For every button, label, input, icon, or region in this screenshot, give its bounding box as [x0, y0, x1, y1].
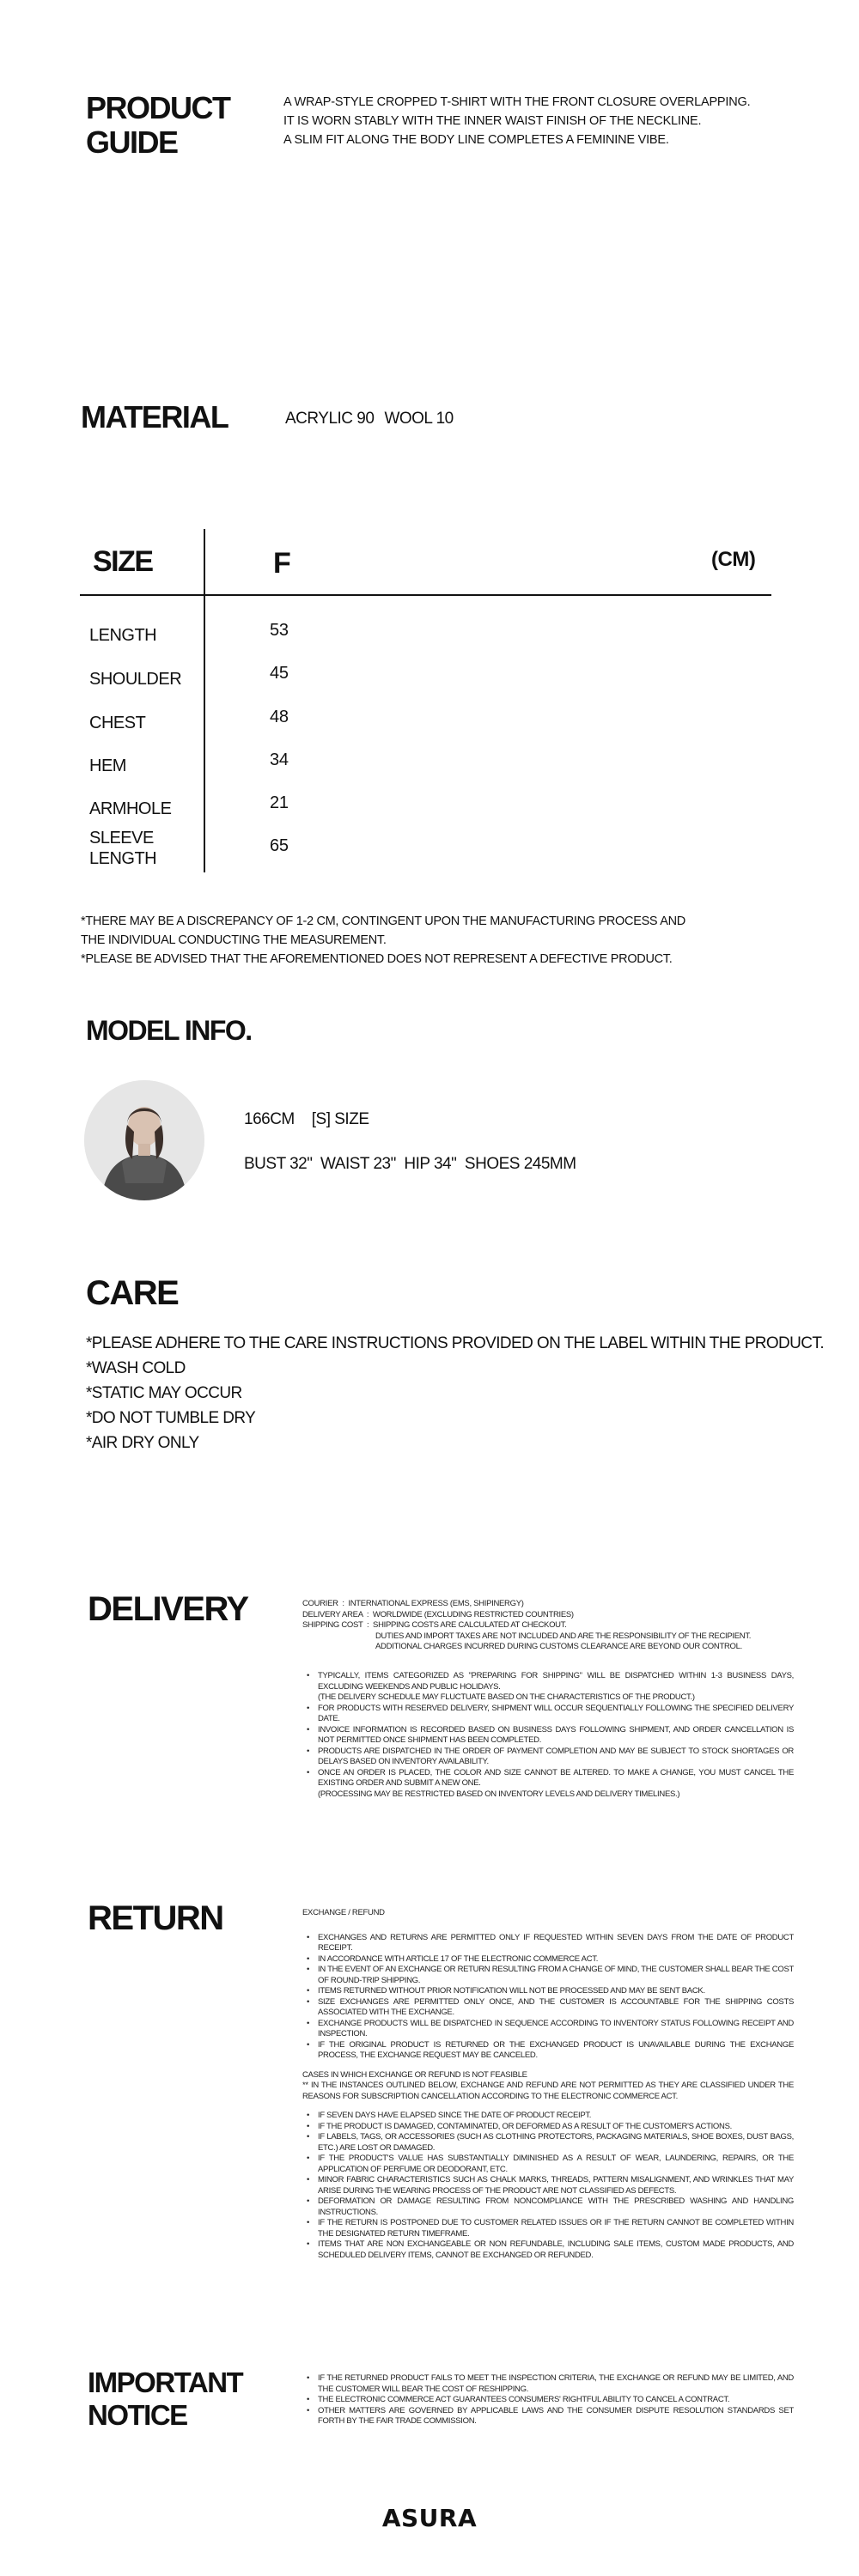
care-item: *AIR DRY ONLY	[86, 1434, 199, 1452]
care-item: *STATIC MAY OCCUR	[86, 1384, 242, 1402]
size-row-label-line1: SLEEVE	[89, 829, 154, 848]
product-guide-line: A SLIM FIT ALONG THE BODY LINE COMPLETES A FEMININE VIBE.	[283, 133, 669, 147]
delivery-policy-text: INVOICE INFORMATION IS RECORDED BASED ON BUSINESS DAYS FOLLOWING SHIPMENT, AND ORDER CANCELLATION IS NOT PERMITTED ONCE SHIPMENT HAS BEEN COMPLETED.	[318, 1724, 794, 1745]
brand-logo: ASURA	[381, 2504, 478, 2532]
product-guide-description	[283, 93, 816, 149]
model-size: [S] SIZE	[311, 1110, 369, 1128]
return-policy-item: • IN THE EVENT OF AN EXCHANGE OR RETURN RESULTING FROM A CHANGE OF MIND, THE CUSTOMER SHALL BEAR THE COST OF ROUND-TRIP SHIPPING.	[302, 1965, 794, 1986]
delivery-policy-text: TYPICALLY, ITEMS CATEGORIZED AS "PREPARING FOR SHIPPING" WILL BE DISPATCHED WITHIN 1-3 BUSINESS DAYS, EXCLUDING WEEKENDS AND PUBLIC HOLIDAYS.	[318, 1671, 794, 1692]
size-row-label: HEM	[89, 756, 126, 775]
size-note-line: *PLEASE BE ADVISED THAT THE AFOREMENTIONED DOES NOT REPRESENT A DEFECTIVE PRODUCT.	[81, 952, 673, 966]
return-not-feasible-list	[302, 2111, 794, 2261]
size-row-label: CHEST	[89, 714, 146, 732]
delivery-policy-list	[302, 1671, 794, 1800]
model-photo	[84, 1080, 204, 1200]
delivery-policy-subnote: (PROCESSING MAY BE RESTRICTED BASED ON INVENTORY LEVELS AND DELIVERY TIMELINES.)	[318, 1789, 680, 1799]
delivery-policy-item	[302, 1671, 794, 1704]
delivery-info-line: DELIVERY AREA : WORLDWIDE (EXCLUDING RESTRICTED COUNTRIES)	[302, 1609, 574, 1619]
delivery-policy-item	[302, 1747, 794, 1768]
size-row-value: 53	[270, 621, 289, 640]
return-exclusion-item: • MINOR FABRIC CHARACTERISTICS SUCH AS CHALK MARKS, THREADS, PATTERN MISALIGNMENT, AND WRINKLES THAT MAY ARISE DURING THE WEARING PROCESS OF THE PRODUCT ARE NOT CLASSIFIED AS DEFECTS.	[302, 2175, 794, 2196]
return-exclusion-item: • DEFORMATION OR DAMAGE RESULTING FROM NONCOMPLIANCE WITH THE PRESCRIBED WASHING AND HANDLING INSTRUCTIONS.	[302, 2196, 794, 2218]
return-exclusion-item: • IF LABELS, TAGS, OR ACCESSORIES (SUCH AS CLOTHING PROTECTORS, PACKAGING MATERIALS, SHOE BOXES, DUST BAGS, ETC.) ARE LOST OR DAMAGED.	[302, 2132, 794, 2154]
product-guide-title	[86, 91, 258, 160]
return-exclusion-item: • IF THE PRODUCT IS DAMAGED, CONTAMINATED, OR DEFORMED AS A RESULT OF THE CUSTOMER'S ACTIONS.	[302, 2122, 794, 2133]
return-exclusion-item: • IF THE RETURN IS POSTPONED DUE TO CUSTOMER RELATED ISSUES OR IF THE RETURN CANNOT BE COMPLETED WITHIN THE DESIGNATED RETURN TIMEFRAME.	[302, 2218, 794, 2239]
model-photo-illustration	[84, 1080, 204, 1200]
delivery-policy-item	[302, 1725, 794, 1747]
important-notice-title-line2: NOTICE	[88, 2399, 187, 2431]
material-value-wool: WOOL 10	[384, 410, 454, 428]
return-policy-item: • SIZE EXCHANGES ARE PERMITTED ONLY ONCE, AND THE CUSTOMER IS ACCOUNTABLE FOR THE SHIPPING COSTS ASSOCIATED WITH THE EXCHANGE.	[302, 1997, 794, 2019]
delivery-title: DELIVERY	[88, 1590, 248, 1628]
care-item: *DO NOT TUMBLE DRY	[86, 1409, 256, 1427]
delivery-policy-subnote: (THE DELIVERY SCHEDULE MAY FLUCTUATE BASED ON THE CHARACTERISTICS OF THE PRODUCT.)	[318, 1692, 695, 1702]
return-policy-item: • ITEMS RETURNED WITHOUT PRIOR NOTIFICATION WILL NOT BE PROCESSED AND MAY BE SENT BACK.	[302, 1986, 794, 1997]
important-notice-title-line1: IMPORTANT	[88, 2366, 243, 2398]
product-guide-line: A WRAP-STYLE CROPPED T-SHIRT WITH THE FRONT CLOSURE OVERLAPPING.	[283, 95, 751, 109]
delivery-policy-item	[302, 1704, 794, 1725]
delivery-info-line: DUTIES AND IMPORT TAXES ARE NOT INCLUDED AND ARE THE RESPONSIBILITY OF THE RECIPIENT.	[375, 1631, 752, 1641]
size-row-label	[89, 828, 201, 869]
delivery-policy-text: FOR PRODUCTS WITH RESERVED DELIVERY, SHIPMENT WILL OCCUR SEQUENTIALLY FOLLOWING THE SPECIFIED DELIVERY DATE.	[318, 1703, 794, 1723]
delivery-policy-text: PRODUCTS ARE DISPATCHED IN THE ORDER OF PAYMENT COMPLETION AND MAY BE SUBJECT TO STOCK SHORTAGES OR DELAYS BASED ON INVENTORY AVAILABILITY.	[318, 1746, 794, 1766]
delivery-policy-item	[302, 1768, 794, 1801]
product-guide-title-line1: PRODUCT	[86, 90, 230, 125]
size-row-value: 65	[270, 836, 289, 855]
product-guide-title-line2: GUIDE	[86, 125, 178, 160]
return-policy	[302, 1908, 794, 2261]
size-row-label: SHOULDER	[89, 670, 182, 689]
return-policy-item: • EXCHANGES AND RETURNS ARE PERMITTED ONLY IF REQUESTED WITHIN SEVEN DAYS FROM THE DATE OF PRODUCT RECEIPT.	[302, 1933, 794, 1954]
return-allowed-list	[302, 1933, 794, 2062]
return-policy-item: • IF THE ORIGINAL PRODUCT IS RETURNED OR THE EXCHANGED PRODUCT IS UNAVAILABLE DURING THE EXCHANGE PROCESS, THE EXCHANGE REQUEST MAY BE CANCELED.	[302, 2040, 794, 2062]
size-row-value: 45	[270, 664, 289, 683]
delivery-policy-text: ONCE AN ORDER IS PLACED, THE COLOR AND SIZE CANNOT BE ALTERED. TO MAKE A CHANGE, YOU MUST CANCEL THE EXISTING ORDER AND SUBMIT A NEW ONE.	[318, 1767, 794, 1788]
return-title: RETURN	[88, 1899, 223, 1937]
return-policy-item: • IN ACCORDANCE WITH ARTICLE 17 OF THE ELECTRONIC COMMERCE ACT.	[302, 1954, 794, 1965]
important-notice-item: • OTHER MATTERS ARE GOVERNED BY APPLICABLE LAWS AND THE CONSUMER DISPUTE RESOLUTION STANDARDS SET FORTH BY THE FAIR TRADE COMMISSION.	[302, 2406, 794, 2427]
size-row-label: ARMHOLE	[89, 799, 172, 818]
return-policy-item: • EXCHANGE PRODUCTS WILL BE DISPATCHED IN SEQUENCE ACCORDING TO INVENTORY STATUS FOLLOWING RECEIPT AND INSPECTION.	[302, 2019, 794, 2040]
size-row-label-line2: LENGTH	[89, 849, 157, 868]
size-note-line: THE INDIVIDUAL CONDUCTING THE MEASUREMENT.	[81, 933, 387, 947]
model-height: 166CM	[244, 1110, 295, 1128]
care-item: *PLEASE ADHERE TO THE CARE INSTRUCTIONS PROVIDED ON THE LABEL WITHIN THE PRODUCT.	[86, 1334, 825, 1352]
return-exclusion-item: • ITEMS THAT ARE NON EXCHANGEABLE OR NON REFUNDABLE, INCLUDING SALE ITEMS, CUSTOM MADE PRODUCTS, AND SCHEDULED DELIVERY ITEMS, CANNOT BE EXCHANGED OR REFUNDED.	[302, 2239, 794, 2261]
return-cases-heading: CASES IN WHICH EXCHANGE OR REFUND IS NOT FEASIBLE	[302, 2069, 527, 2080]
material-composition	[285, 409, 454, 429]
size-column-header: F	[273, 547, 290, 580]
size-row-value: 34	[270, 750, 289, 769]
return-heading: EXCHANGE / REFUND	[302, 1908, 385, 1917]
return-exclusion-item: • IF THE PRODUCT'S VALUE HAS SUBSTANTIALLY DIMINISHED AS A RESULT OF WEAR, LAUNDERING, REPAIRS, OR THE APPLICATION OF PERFUME OR DEODORANT, ETC.	[302, 2154, 794, 2175]
important-notice-list	[302, 2373, 794, 2427]
important-notice-item: • THE ELECTRONIC COMMERCE ACT GUARANTEES CONSUMERS' RIGHTFUL ABILITY TO CANCEL A CONTRACT.	[302, 2395, 794, 2406]
delivery-info-line: SHIPPING COST : SHIPPING COSTS ARE CALCULATED AT CHECKOUT.	[302, 1620, 567, 1630]
material-title: MATERIAL	[81, 399, 228, 434]
model-info-title: MODEL INFO.	[86, 1015, 252, 1046]
size-row-value: 48	[270, 708, 289, 726]
care-item: *WASH COLD	[86, 1359, 186, 1377]
return-cases-note: ** IN THE INSTANCES OUTLINED BELOW, EXCHANGE AND REFUND ARE NOT PERMITTED AS THEY ARE CLASSIFIED UNDER THE REASONS FOR SUBSCRIPTION CANCELLATION ACCORDING TO THE ELECTRONIC COMMERCE ACT.	[302, 2081, 794, 2101]
return-exclusion-item: • IF SEVEN DAYS HAVE ELAPSED SINCE THE DATE OF PRODUCT RECEIPT.	[302, 2111, 794, 2122]
size-row-label: LENGTH	[89, 626, 157, 645]
care-instructions	[86, 1331, 842, 1455]
model-height-size	[244, 1109, 369, 1130]
product-guide-line: IT IS WORN STABLY WITH THE INNER WAIST FINISH OF THE NECKLINE.	[283, 114, 702, 128]
delivery-info-line: ADDITIONAL CHARGES INCURRED DURING CUSTOMS CLEARANCE ARE BEYOND OUR CONTROL.	[375, 1642, 742, 1651]
model-measurements: BUST 32" WAIST 23" HIP 34" SHOES 245MM	[244, 1155, 576, 1173]
delivery-info	[302, 1599, 818, 1653]
size-disclaimer	[81, 912, 785, 969]
size-note-line: *THERE MAY BE A DISCREPANCY OF 1-2 CM, CONTINGENT UPON THE MANUFACTURING PROCESS AND	[81, 914, 685, 928]
material-value-acrylic: ACRYLIC 90	[285, 410, 375, 428]
size-table-horizontal-divider	[80, 594, 771, 596]
size-row-value: 21	[270, 793, 289, 812]
important-notice-title	[88, 2366, 311, 2432]
size-table-vertical-divider	[204, 529, 205, 872]
important-notice-item: • IF THE RETURNED PRODUCT FAILS TO MEET THE INSPECTION CRITERIA, THE EXCHANGE OR REFUND MAY BE LIMITED, AND THE CUSTOMER WILL BEAR THE COST OF RESHIPPING.	[302, 2373, 794, 2395]
size-unit: (CM)	[711, 548, 756, 571]
care-title: CARE	[86, 1274, 179, 1312]
delivery-info-line: COURIER : INTERNATIONAL EXPRESS (EMS, SHIPINERGY)	[302, 1599, 524, 1608]
size-title: SIZE	[93, 545, 153, 578]
